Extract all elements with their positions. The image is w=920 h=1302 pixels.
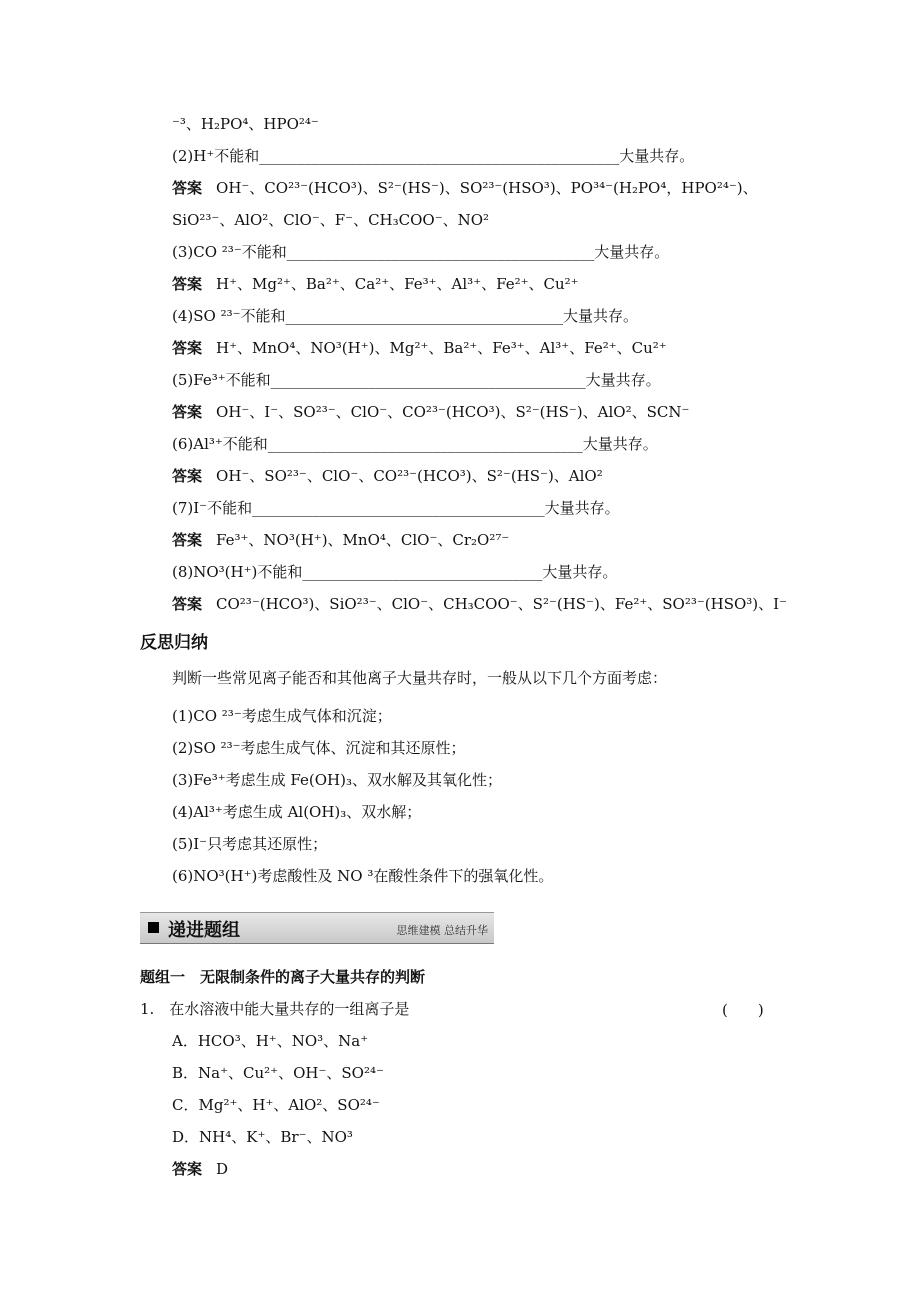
question-5: (5)Fe³⁺不能和__________________________________________大量共存。 [172,371,661,389]
banner-subtitle: 思维建模 总结升华 [396,924,488,937]
answer-label: 答案 [172,179,203,197]
answer-label: 答案 [172,467,203,485]
reflection-item: (4)Al³⁺考虑生成 Al(OH)₃、双水解； [172,803,422,821]
answer-6 [172,466,603,486]
option-a: A．HCO³、H⁺、NO³、Na⁺ [172,1032,369,1050]
question-2: (2)H⁺不能和________________________________________________大量共存。 [172,147,695,165]
banner-title: 递进题组 [168,920,240,941]
answer-label: 答案 [172,339,203,357]
question-1: 1. 在水溶液中能大量共存的一组离子是 [140,1000,410,1018]
answer-5 [172,402,689,422]
question-8: (8)NO³(H⁺)不能和________________________________大量共存。 [172,563,618,581]
answer-2-cont: SiO²³⁻、AlO²、ClO⁻、F⁻、CH₃COO⁻、NO² [172,211,490,229]
answer-blank: ( ) [722,1001,764,1019]
question-3: (3)CO ²³⁻不能和_________________________________________大量共存。 [172,243,670,261]
group-title: 题组一 无限制条件的离子大量共存的判断 [140,968,426,986]
reflection-intro: 判断一些常见离子能否和其他离子大量共存时，一般从以下几个方面考虑： [172,669,668,687]
answer-8 [172,594,787,614]
answer-label: 答案 [172,595,203,613]
answer-label: 答案 [172,531,203,549]
reflection-item: (6)NO³(H⁺)考虑酸性及 NO ³在酸性条件下的强氧化性。 [172,867,554,885]
reflection-item: (3)Fe³⁺考虑生成 Fe(OH)₃、双水解及其氧化性； [172,771,502,789]
answer-text: H⁺、Mg²⁺、Ba²⁺、Ca²⁺、Fe³⁺、Al³⁺、Fe²⁺、Cu²⁺ [216,275,579,293]
reflection-heading: 反思归纳 [140,633,208,653]
answer-2 [172,178,758,198]
section-banner [140,912,494,944]
option-b: B．Na⁺、Cu²⁺、OH⁻、SO²⁴⁻ [172,1064,384,1082]
answer-text: OH⁻、CO²³⁻(HCO³)、S²⁻(HS⁻)、SO²³⁻(HSO³)、PO³⁴⁻(H₂PO⁴，HPO²⁴⁻)、 [216,179,758,197]
answer-4 [172,338,667,358]
answer-3 [172,274,579,294]
reflection-item: (1)CO ²³⁻考虑生成气体和沉淀； [172,707,392,725]
answer-text: OH⁻、I⁻、SO²³⁻、ClO⁻、CO²³⁻(HCO³)、S²⁻(HS⁻)、AlO²、SCN⁻ [216,403,690,421]
answer-label: 答案 [172,275,203,293]
square-bullet-icon [148,922,159,933]
question-7: (7)I⁻不能和_______________________________________大量共存。 [172,499,620,517]
continued-line: ⁻³、H₂PO⁴、HPO²⁴⁻ [172,115,319,133]
answer-q1 [172,1159,228,1179]
option-c: C．Mg²⁺、H⁺、AlO²、SO²⁴⁻ [172,1096,380,1114]
reflection-item: (5)I⁻只考虑其还原性； [172,835,328,853]
question-6: (6)Al³⁺不能和__________________________________________大量共存。 [172,435,658,453]
answer-label: 答案 [172,1160,203,1178]
answer-text: D [216,1160,229,1178]
answer-text: Fe³⁺、NO³(H⁺)、MnO⁴、ClO⁻、Cr₂O²⁷⁻ [216,531,510,549]
answer-label: 答案 [172,403,203,421]
option-d: D．NH⁴、K⁺、Br⁻、NO³ [172,1128,353,1146]
reflection-item: (2)SO ²³⁻考虑生成气体、沉淀和其还原性； [172,739,466,757]
answer-text: H⁺、MnO⁴、NO³(H⁺)、Mg²⁺、Ba²⁺、Fe³⁺、Al³⁺、Fe²⁺、Cu²⁺ [216,339,667,357]
question-4: (4)SO ²³⁻不能和_____________________________________大量共存。 [172,307,639,325]
answer-text: CO²³⁻(HCO³)、SiO²³⁻、ClO⁻、CH₃COO⁻、S²⁻(HS⁻)、Fe²⁺、SO²³⁻(HSO³)、I⁻ [216,595,787,613]
answer-text: OH⁻、SO²³⁻、ClO⁻、CO²³⁻(HCO³)、S²⁻(HS⁻)、AlO² [216,467,603,485]
answer-7 [172,530,509,550]
